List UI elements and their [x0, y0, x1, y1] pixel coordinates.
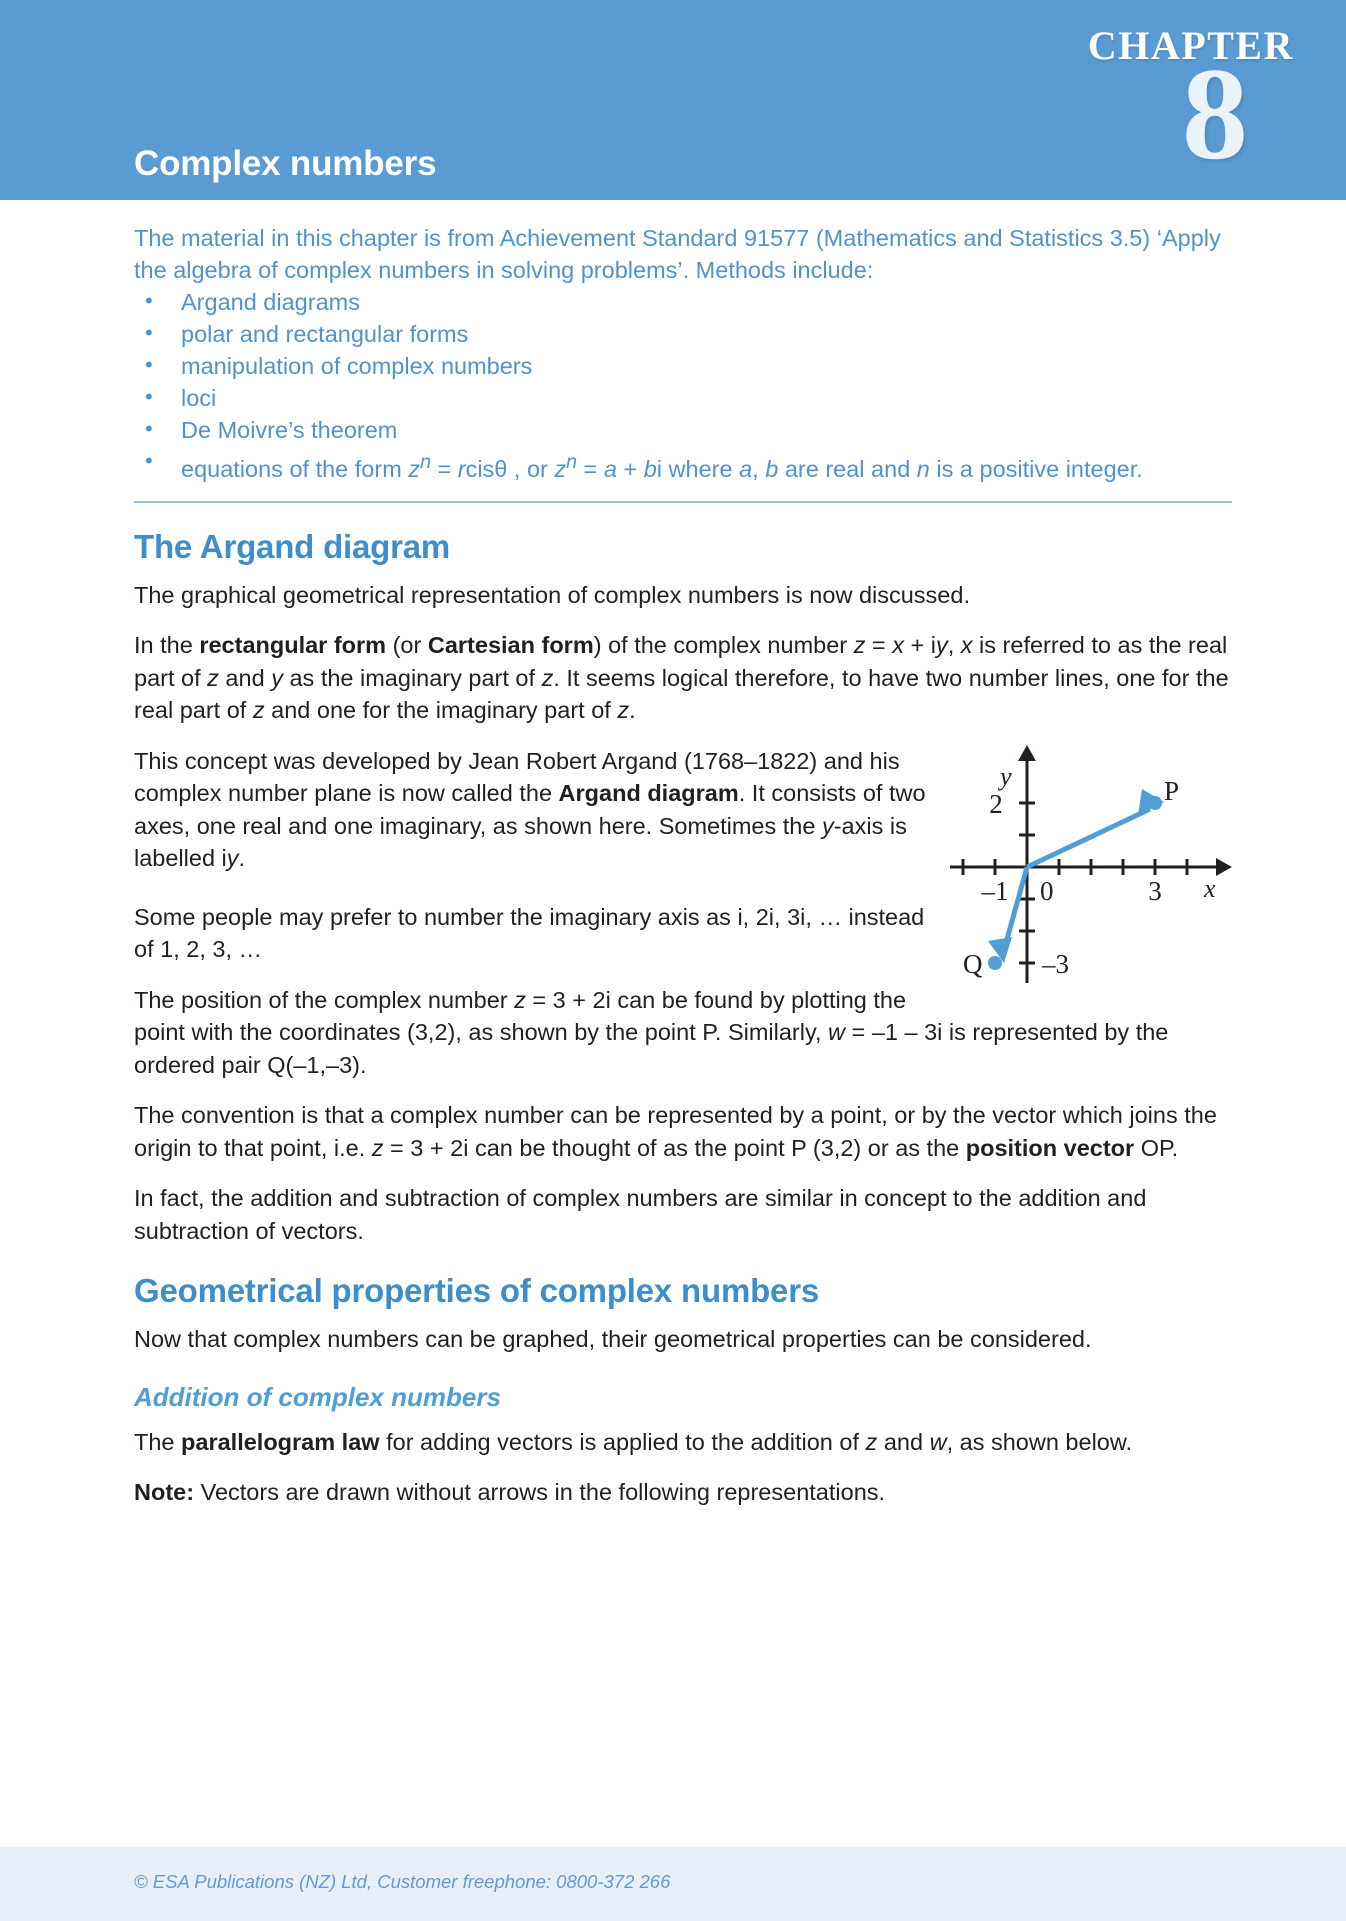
argand-history-paragraph: This concept was developed by Jean Robert Argand (1768–1822) and his complex number plane is now called the Argand diagram. It consists of two axes, one real and one imaginary, as shown here. Sometimes the y-axis is labelled iy.: [134, 747, 926, 872]
list-item-label: De Moivre’s theorem: [181, 417, 398, 443]
argand-intro-paragraph: The graphical geometrical representation of complex numbers is now discussed.: [134, 581, 970, 608]
geometrical-intro-paragraph: Now that complex numbers can be graphed, their geometrical properties can be considered.: [134, 1326, 1092, 1353]
heading-geometrical-properties: Geometrical properties of complex numbers: [134, 1272, 819, 1310]
intro-bullet-list: [134, 286, 1232, 485]
content-column: [134, 200, 1232, 1509]
tick-label-origin: 0: [1040, 875, 1054, 906]
y-axis-arrowhead: [1018, 745, 1036, 761]
list-item: [134, 350, 1232, 382]
bullet-icon: •: [145, 352, 153, 377]
bullet-icon: •: [145, 288, 153, 313]
chapter-banner: [0, 0, 1346, 200]
rectangular-form-paragraph: In the rectangular form (or Cartesian form) of the complex number z = x + iy, x is referred to as the real part of z and y as the imaginary part of z. It seems logical therefore, to have two number lines, one for the real part of z and one for the imaginary part of z.: [134, 632, 1229, 724]
tick-label-x-minus1: –1: [981, 875, 1009, 906]
argand-diagram-svg: [942, 745, 1232, 990]
point-p-marker: [1148, 796, 1162, 810]
list-item-label: manipulation of complex numbers: [181, 353, 533, 379]
intro-divider: [134, 501, 1232, 503]
imaginary-axis-note-paragraph: Some people may prefer to number the imaginary axis as i, 2i, 3i, … instead of 1, 2, 3, …: [134, 903, 925, 963]
x-axis-arrowhead: [1216, 858, 1232, 876]
heading-argand-diagram: The Argand diagram: [134, 527, 451, 565]
list-item-label: Argand diagrams: [181, 289, 360, 315]
argand-figure-wrap: [134, 745, 1232, 979]
page-title: Complex numbers: [134, 144, 437, 183]
bullet-icon: •: [145, 320, 153, 345]
list-item: [134, 414, 1232, 446]
convention-paragraph: The convention is that a complex number can be represented by a point, or by the vector which joins the origin to that point, i.e. z = 3 + 2i can be thought of as the point P (3,2) or as the position vector OP.: [134, 1102, 1217, 1161]
intro-paragraph: The material in this chapter is from Achievement Standard 91577 (Mathematics and Statistics 3.5) ‘Apply the algebra of complex numbers in solving problems’. Methods include:: [134, 225, 1221, 283]
list-item-label: equations of the form $z^n$ = rcisθ , or $z^n = a$ + bi where a, b are real and n is a positive integer.: [181, 451, 1143, 482]
tick-label-x3: 3: [1148, 875, 1162, 906]
tick-label-y-minus3: –3: [1042, 948, 1069, 979]
note-paragraph: Note: Vectors are drawn without arrows in the following representations.: [134, 1479, 886, 1506]
list-item: [134, 382, 1232, 414]
list-item-equations: [134, 446, 1232, 485]
y-axis-label: y: [1000, 761, 1012, 791]
x-axis-label: x: [1204, 873, 1216, 903]
in-fact-paragraph: In fact, the addition and subtraction of complex numbers are similar in concept to the addition and subtraction of vectors.: [134, 1185, 1147, 1244]
parallelogram-paragraph: The parallelogram law for adding vectors is applied to the addition of z and w, as shown below.: [134, 1428, 1133, 1455]
point-q-label: Q: [963, 948, 983, 979]
copyright-text: © ESA Publications (NZ) Ltd, Customer freephone: 0800-372 266: [134, 1871, 671, 1892]
list-item: [134, 286, 1232, 318]
list-item-label: loci: [181, 385, 217, 411]
vector-op: [1027, 809, 1150, 867]
list-item-label: polar and rectangular forms: [181, 321, 469, 347]
bullet-icon: •: [145, 416, 153, 441]
chapter-intro: [134, 200, 1232, 503]
bullet-icon: •: [145, 448, 153, 473]
chapter-number-label: 8: [1182, 40, 1248, 187]
list-item: [134, 318, 1232, 350]
heading-addition-of-complex-numbers: Addition of complex numbers: [134, 1381, 501, 1412]
page-body: [0, 200, 1346, 1509]
point-p-label: P: [1164, 775, 1180, 806]
position-paragraph: The position of the complex number z = 3 + 2i can be found by plotting the point with the coordinates (3,2), as shown by the point P. Similarly, w = –1 – 3i is represented by the ordered pair Q(–1,–3).: [134, 986, 1169, 1078]
chapter-word-label: CHAPTER: [1087, 23, 1294, 68]
tick-label-y2: 2: [989, 788, 1003, 819]
point-q-marker: [988, 956, 1002, 970]
page-footer: [0, 1847, 1346, 1921]
argand-diagram-figure: [942, 745, 1232, 990]
bullet-icon: •: [145, 384, 153, 409]
